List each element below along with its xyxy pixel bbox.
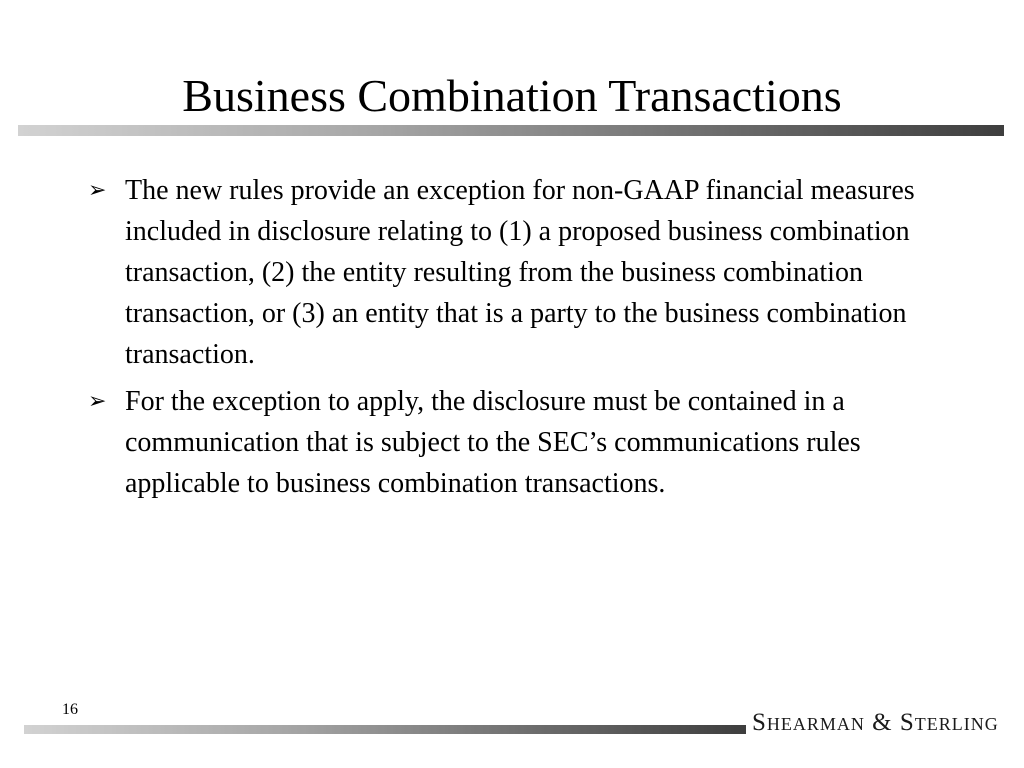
bullet-list	[88, 170, 948, 510]
bullet-text: For the exception to apply, the disclosure must be contained in a communication that is subject to the SEC’s communications rules applicable to business combination transactions.	[125, 386, 861, 499]
firm-logo: Shearman & Sterling	[752, 709, 999, 736]
bullet-item	[88, 381, 948, 504]
bullet-item	[88, 170, 948, 375]
bullet-text: The new rules provide an exception for non-GAAP financial measures included in disclosure relating to (1) a proposed business combination transaction, (2) the entity resulting from the business combination transaction, or (3) an entity that is a party to the business combination transaction.	[125, 175, 915, 370]
slide-title: Business Combination Transactions	[182, 70, 842, 121]
arrowhead-bullet-icon: ➢	[88, 389, 107, 414]
title-divider	[18, 125, 1004, 136]
footer-divider	[24, 725, 746, 734]
arrowhead-bullet-icon: ➢	[88, 178, 107, 203]
page-number: 16	[62, 701, 78, 718]
